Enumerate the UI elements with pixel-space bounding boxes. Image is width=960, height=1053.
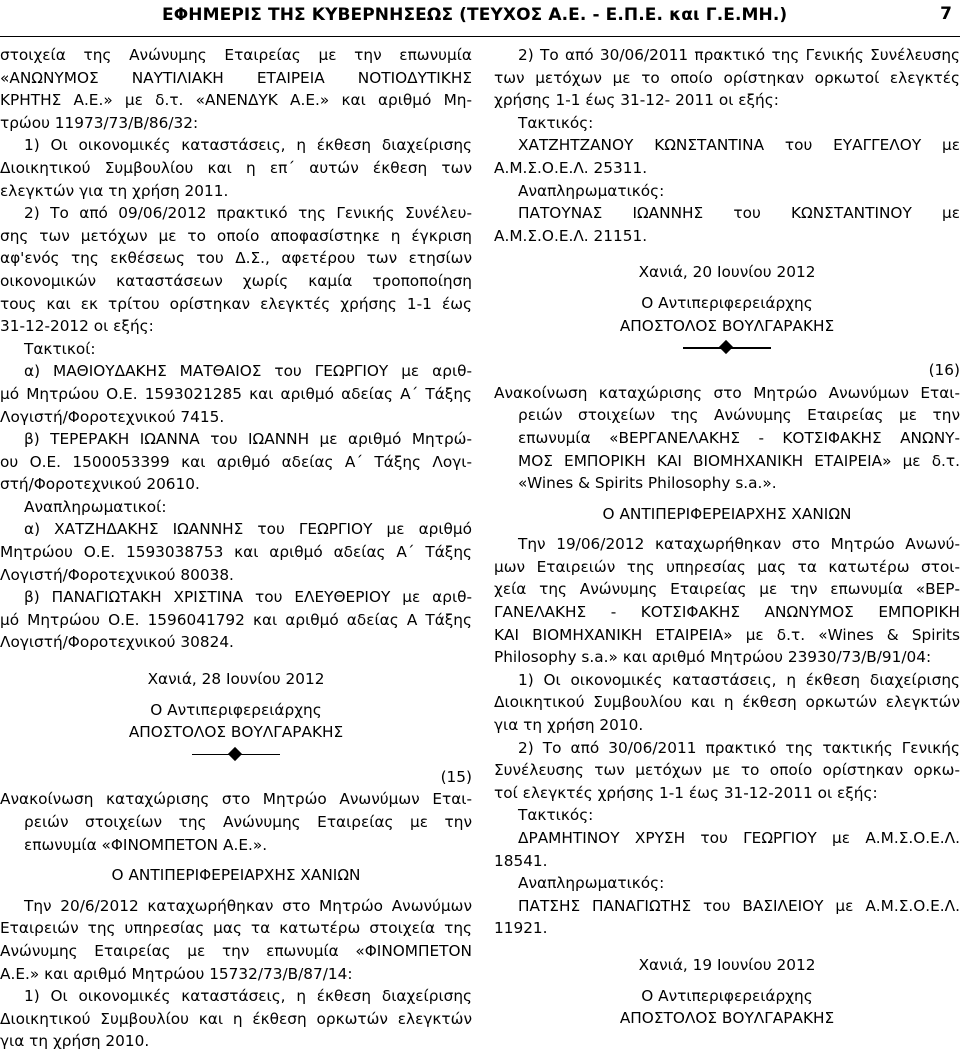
text-line: 18541. bbox=[494, 851, 548, 870]
text-line: Μητρώου Ο.Ε. 1593038753 και αριθμό αδείας Α΄ Τάξης bbox=[0, 543, 472, 562]
signature-place-date: Χανιά, 19 Ιουνίου 2012 bbox=[638, 955, 816, 974]
notice-title-line: Ανακοίνωση καταχώρισης στο Μητρώο Ανωνύμων Εται- bbox=[0, 790, 472, 809]
text-line: Α.Μ.Σ.Ο.Ε.Λ. 25311. bbox=[494, 158, 648, 177]
text-line: ΔΡΑΜΗΤΙΝΟΥ ΧΡΥΣΗ του ΓΕΩΡΓΙΟΥ με Α.Μ.Σ.Ο.Ε.Λ. bbox=[518, 829, 960, 847]
text-line: Λογιστή/Φοροτεχνικού 30824. bbox=[0, 633, 234, 652]
text-line: μων Εταιρειών της υπηρεσίας μας τα κατωτέρω στοι- bbox=[494, 557, 960, 576]
text-line: μό Μητρώου Ο.Ε. 1593021285 και αριθμό αδείας Α΄ Τάξης bbox=[0, 384, 472, 403]
notice-title-line: «Wines & Spirits Philosophy s.a.». bbox=[518, 474, 777, 493]
text-line: Συνέλευσης των μετόχων με το οποίο ορίστηκαν ορκω- bbox=[494, 761, 960, 780]
text-line: ΓΑΝΕΛΑΚΗΣ - ΚΟΤΣΙΦΑΚΗΣ ΑΝΩΝΥΜΟΣ ΕΜΠΟΡΙΚΗ bbox=[494, 603, 960, 622]
notice-authority: Ο ΑΝΤΙΠΕΡΙΦΕΡΕΙΑΡΧΗΣ ΧΑΝΙΩΝ bbox=[602, 504, 852, 523]
right-column bbox=[494, 44, 960, 1030]
text-line: ΧΑΤΖΗΤΖΑΝΟΥ ΚΩΝΣΤΑΝΤΙΝΑ του ΕΥΑΓΓΕΛΟΥ με bbox=[518, 136, 960, 155]
left-column bbox=[0, 44, 472, 1053]
text-line: Philosophy s.a.» και αριθμό Μητρώου 23930/73/Β/91/04: bbox=[494, 648, 932, 667]
text-line: αφ'ενός της εκθέσεως του Δ.Σ., αφετέρου των ετησίων bbox=[0, 249, 472, 268]
text-line: ου Ο.Ε. 1500053399 και αριθμό αδείας Α΄ Τάξης Λογι- bbox=[0, 452, 472, 471]
notice-number: (16) bbox=[928, 361, 960, 380]
page-header bbox=[0, 0, 960, 37]
signature-role: Ο Αντιπεριφερειάρχης bbox=[150, 700, 322, 719]
text-line: για τη χρήση 2010. bbox=[0, 1032, 150, 1051]
text-line: Λογιστή/Φοροτεχνικού 80038. bbox=[0, 565, 234, 584]
text-line: Διοικητικού Συμβουλίου και η έκθεση ορκωτών ελεγκτών bbox=[494, 693, 960, 712]
text-line: ΠΑΤΟΥΝΑΣ ΙΩΑΝΝΗΣ του ΚΩΝΣΤΑΝΤΙΝΟΥ με bbox=[518, 204, 960, 223]
text-line: 1) Οι οικονομικές καταστάσεις, η έκθεση διαχείρισης bbox=[518, 670, 960, 689]
section-label: Τακτικός: bbox=[518, 806, 594, 825]
text-line: 2) Το από 09/06/2012 πρακτικό της Γενικής Συνέλευ- bbox=[24, 204, 472, 223]
notice-title-line: ρειών στοιχείων της Ανώνυμης Εταιρείας με την bbox=[518, 406, 960, 425]
text-line: Α.Ε.» και αριθμό Μητρώου 15732/73/Β/87/14: bbox=[0, 964, 353, 983]
text-line: ΠΑΤΣΗΣ ΠΑΝΑΓΙΩΤΗΣ του ΒΑΣΙΛΕΙΟΥ με Α.Μ.Σ.Ο.Ε.Λ. bbox=[518, 896, 960, 915]
text-line: χρήσης 1-1 έως 31-12- 2011 οι εξής: bbox=[494, 91, 779, 110]
text-line: τρώου 11973/73/Β/86/32: bbox=[0, 113, 199, 132]
text-line: Λογιστή/Φοροτεχνικού 7415. bbox=[0, 407, 225, 426]
text-line: 2) Το από 30/06/2011 πρακτικό της τακτικής Γενικής bbox=[518, 738, 960, 757]
signature-name: ΑΠΟΣΤΟΛΟΣ ΒΟΥΛΓΑΡΑΚΗΣ bbox=[619, 1009, 835, 1028]
text-line: στή/Φοροτεχνικού 20610. bbox=[0, 475, 200, 494]
text-line: τους και εκ τρίτου ορίστηκαν ελεγκτές χρήσης 1-1 έως bbox=[0, 294, 472, 313]
text-line: ΚΑΙ ΒΙΟΜΗΧΑΝΙΚΗ ΕΤΑΙΡΕΙΑ» με δ.τ. «Wines & Spirits bbox=[494, 625, 960, 644]
text-line: των μετόχων με το οποίο ορίστηκαν ορκωτοί ελεγκτές bbox=[494, 68, 960, 87]
notice-number: (15) bbox=[440, 767, 472, 786]
text-line: για τη χρήση 2010. bbox=[494, 716, 644, 735]
text-line: μό Μητρώου Ο.Ε. 1596041792 και αριθμό αδείας Α Τάξης bbox=[0, 610, 472, 629]
text-line: οικονομικών καταστάσεων χωρίς καμία τροποποίηση bbox=[0, 271, 472, 290]
section-separator bbox=[0, 744, 472, 766]
text-line: στοιχεία της Ανώνυμης Εταιρείας με την επωνυμία bbox=[0, 46, 472, 64]
section-label: Αναπληρωματικός: bbox=[518, 874, 665, 893]
text-line: Διοικητικού Συμβουλίου και η επ΄ αυτών έκθεση των bbox=[0, 158, 472, 177]
gazette-title: ΕΦΗΜΕΡΙΣ ΤΗΣ ΚΥΒΕΡΝΗΣΕΩΣ (ΤΕΥΧΟΣ Α.Ε. - Ε.Π.Ε. και Γ.Ε.ΜΗ.) bbox=[162, 5, 788, 25]
text-line: Την 20/6/2012 καταχωρήθηκαν στο Μητρώο Ανωνύμων bbox=[24, 896, 472, 915]
text-line: Διοικητικού Συμβουλίου και η έκθεση ορκωτών ελεγκτών bbox=[0, 1009, 472, 1028]
text-line: α) ΜΑΘΙΟΥΔΑΚΗΣ ΜΑΤΘΑΙΟΣ του ΓΕΩΡΓΙΟΥ με αριθ- bbox=[24, 362, 472, 381]
text-line: β) ΠΑΝΑΓΙΩΤΑΚΗ ΧΡΙΣΤΙΝΑ του ΕΛΕΥΘΕΡΙΟΥ με αριθ- bbox=[24, 588, 472, 607]
section-label: Τακτικοί: bbox=[24, 339, 96, 358]
text-line: 1) Οι οικονομικές καταστάσεις, η έκθεση διαχείρισης bbox=[24, 987, 472, 1006]
notice-title-line: επωνυμία «ΒΕΡΓΑΝΕΛΑΚΗΣ - ΚΟΤΣΙΦΑΚΗΣ ΑΝΩΝΥ- bbox=[518, 428, 960, 447]
section-separator bbox=[494, 337, 960, 359]
signature-name: ΑΠΟΣΤΟΛΟΣ ΒΟΥΛΓΑΡΑΚΗΣ bbox=[128, 723, 344, 742]
text-line: Ανώνυμης Εταιρείας με την επωνυμία «ΦΙΝΟΜΠΕΤΟΝ bbox=[0, 941, 472, 960]
text-line: 1) Οι οικονομικές καταστάσεις, η έκθεση διαχείρισης bbox=[24, 136, 472, 155]
signature-role: Ο Αντιπεριφερειάρχης bbox=[641, 986, 813, 1005]
notice-title-line: Ανακοίνωση καταχώρισης στο Μητρώο Ανωνύμων Εται- bbox=[494, 383, 960, 402]
notice-title-line: ρειών στοιχείων της Ανώνυμης Εταιρείας με την bbox=[24, 813, 472, 831]
diamond-icon bbox=[228, 747, 242, 761]
text-line: «ΑΝΩΝΥΜΟΣ ΝΑΥΤΙΛΙΑΚΗ ΕΤΑΙΡΕΙΑ ΝΟΤΙΟΔΥΤΙΚΗΣ bbox=[0, 68, 472, 87]
notice-title-line: ΜΟΣ ΕΜΠΟΡΙΚΗ ΚΑΙ ΒΙΟΜΗΧΑΝΙΚΗ ΕΤΑΙΡΕΙΑ» με δ.τ. bbox=[518, 451, 960, 470]
section-label: Αναπληρωματικός: bbox=[518, 181, 665, 200]
text-line: 11921. bbox=[494, 919, 548, 938]
text-line: τοί ελεγκτές χρήσης 1-1 έως 31-12-2011 οι εξής: bbox=[494, 783, 878, 802]
section-label: Αναπληρωματικοί: bbox=[24, 497, 167, 516]
diamond-icon bbox=[719, 340, 733, 354]
text-line: 31-12-2012 οι εξής: bbox=[0, 317, 154, 336]
text-line: β) ΤΕΡΕΡΑΚΗ ΙΩΑΝΝΑ του ΙΩΑΝΝΗ με αριθμό Μητρώ- bbox=[24, 430, 472, 449]
notice-authority: Ο ΑΝΤΙΠΕΡΙΦΕΡΕΙΑΡΧΗΣ ΧΑΝΙΩΝ bbox=[111, 866, 361, 885]
page-number: 7 bbox=[940, 4, 952, 24]
text-line: α) ΧΑΤΖΗΔΑΚΗΣ ΙΩΑΝΝΗΣ του ΓΕΩΡΓΙΟΥ με αριθμό bbox=[24, 520, 472, 539]
text-line: Α.Μ.Σ.Ο.Ε.Λ. 21151. bbox=[494, 226, 648, 245]
text-line: χεία της Ανώνυμης Εταιρείας με την επωνυμία «ΒΕΡ- bbox=[494, 580, 960, 599]
signature-name: ΑΠΟΣΤΟΛΟΣ ΒΟΥΛΓΑΡΑΚΗΣ bbox=[619, 316, 835, 335]
signature-place-date: Χανιά, 20 Ιουνίου 2012 bbox=[638, 263, 816, 282]
text-line: ΚΡΗΤΗΣ Α.Ε.» με δ.τ. «ΑΝΕΝΔΥΚ Α.Ε.» και αριθμό Μη- bbox=[0, 91, 472, 110]
notice-title-line: επωνυμία «ΦΙΝΟΜΠΕΤΟΝ Α.Ε.». bbox=[24, 835, 268, 854]
text-line: ελεγκτών για τη χρήση 2011. bbox=[0, 181, 229, 200]
text-line: σης των μετόχων με το οποίο αποφασίστηκε η έγκριση bbox=[0, 226, 472, 245]
signature-role: Ο Αντιπεριφερειάρχης bbox=[641, 293, 813, 312]
section-label: Τακτικός: bbox=[518, 113, 594, 132]
signature-place-date: Χανιά, 28 Ιουνίου 2012 bbox=[147, 670, 325, 689]
text-line: Την 19/06/2012 καταχωρήθηκαν στο Μητρώο Ανωνύ- bbox=[518, 535, 960, 554]
text-line: Εταιρειών της υπηρεσίας μας τα κατωτέρω στοιχεία της bbox=[0, 919, 472, 938]
text-line: 2) Το από 30/06/2011 πρακτικό της Γενικής Συνέλευσης bbox=[518, 46, 960, 64]
